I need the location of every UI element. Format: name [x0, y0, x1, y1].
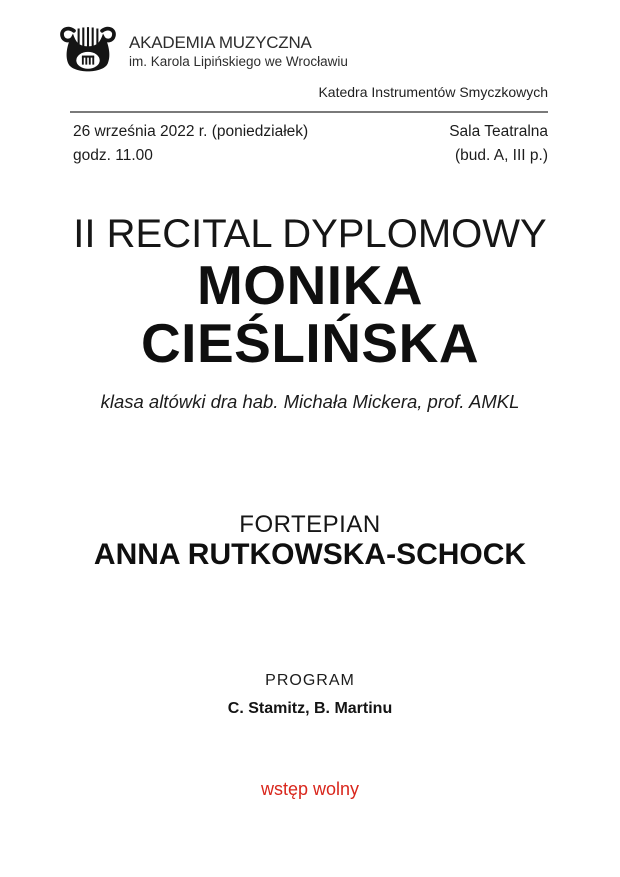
academy-subtitle: im. Karola Lipińskiego we Wrocławiu [129, 53, 348, 69]
recital-title: II RECITAL DYPLOMOWY [73, 212, 547, 256]
performer-last-name: CIEŚLIŃSKA [140, 312, 480, 374]
academy-name: AKADEMIA MUZYCZNA [129, 32, 312, 52]
department-name: Katedra Instrumentów Smyczkowych [318, 84, 548, 100]
program-composers: C. Stamitz, B. Martinu [227, 700, 393, 717]
performer-first-name: MONIKA [196, 254, 424, 316]
venue-name: Sala Teatralna [449, 123, 548, 140]
accompanist-name: ANNA RUTKOWSKA-SCHOCK [93, 538, 527, 571]
program-heading: PROGRAM [265, 672, 355, 689]
accompanist-role: FORTEPIAN [239, 511, 381, 538]
academy-header [58, 24, 348, 77]
admission-note: wstęp wolny [260, 779, 360, 799]
academy-titles [129, 32, 348, 70]
event-time: godz. 11.00 [73, 146, 153, 164]
performer-name [0, 256, 620, 372]
event-datetime [73, 120, 308, 167]
class-info: klasa altówki dra hab. Michała Mickera, prof. AMKL [100, 391, 520, 412]
event-date: 26 września 2022 r. (poniedziałek) [73, 123, 309, 140]
header-divider [70, 111, 548, 113]
lyre-icon [58, 24, 118, 77]
event-venue [449, 120, 548, 167]
venue-detail: (bud. A, III p.) [454, 146, 548, 164]
